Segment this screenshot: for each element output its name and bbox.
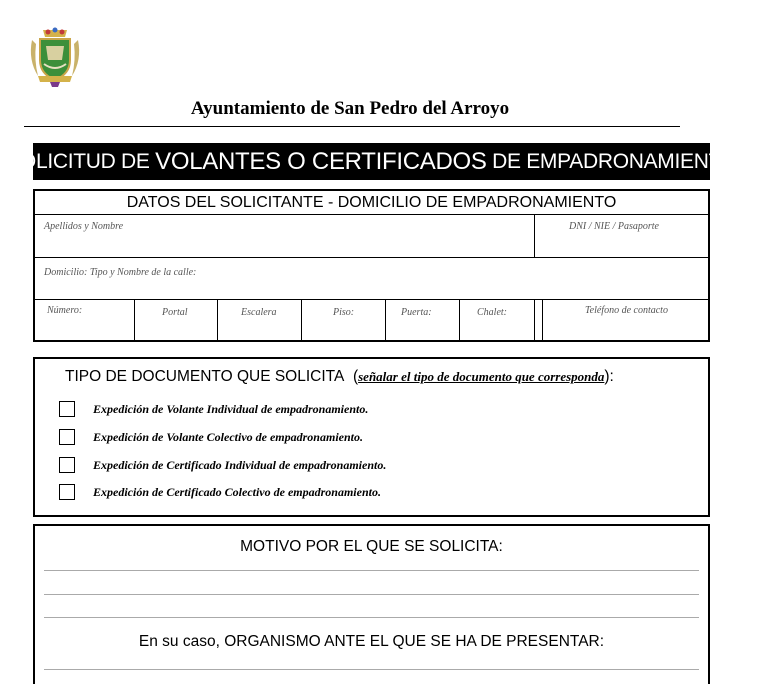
divider <box>459 299 460 342</box>
checkbox[interactable] <box>59 401 75 417</box>
chalet-field[interactable]: Chalet: <box>477 307 507 318</box>
numero-field[interactable]: Número: <box>47 305 83 316</box>
reason-title: MOTIVO POR EL QUE SE SOLICITA: <box>240 538 503 555</box>
header-divider <box>24 126 680 127</box>
divider <box>35 257 708 258</box>
applicant-section-title: DATOS DEL SOLICITANTE - DOMICILIO DE EMPADRONAMIENTO <box>126 194 617 211</box>
divider <box>534 214 535 257</box>
form-title-banner <box>6 143 737 180</box>
piso-field[interactable]: Piso: <box>333 307 355 318</box>
checkbox[interactable] <box>59 457 75 473</box>
divider <box>542 299 543 342</box>
divider <box>534 299 535 342</box>
puerta-field[interactable]: Puerta: <box>401 307 432 318</box>
checkbox[interactable] <box>59 484 75 500</box>
address-field[interactable]: Domicilio: Tipo y Nombre de la calle: <box>44 267 197 278</box>
organization-name: Ayuntamiento de San Pedro del Arroyo <box>190 98 510 119</box>
divider <box>385 299 386 342</box>
portal-field[interactable]: Portal <box>162 307 188 318</box>
banner-text-2: VOLANTES O CERTIFICADOS <box>155 147 487 175</box>
option-label: Expedición de Volante Colectivo de empadronamiento. <box>93 429 363 444</box>
writing-line[interactable] <box>44 669 699 670</box>
writing-line[interactable] <box>44 594 699 595</box>
document-type-section <box>33 357 710 517</box>
option-label: Expedición de Certificado Individual de empadronamiento. <box>93 457 387 472</box>
applicant-section <box>33 189 710 342</box>
writing-line[interactable] <box>44 570 699 571</box>
banner-text-1: SOLICITUD DE <box>6 149 150 173</box>
coat-of-arms-logo <box>26 26 84 88</box>
option-certificado-colectivo[interactable] <box>59 483 381 501</box>
divider <box>35 214 708 215</box>
divider <box>35 299 708 300</box>
option-label: Expedición de Volante Individual de empadronamiento. <box>93 401 369 416</box>
organism-title: En su caso, ORGANISMO ANTE EL QUE SE HA DE PRESENTAR: <box>138 633 605 650</box>
reason-section <box>33 524 710 684</box>
option-label: Expedición de Certificado Colectivo de empadronamiento. <box>93 484 381 499</box>
option-volante-individual[interactable] <box>59 400 368 418</box>
divider <box>217 299 218 342</box>
name-field[interactable]: Apellidos y Nombre <box>44 221 124 232</box>
option-volante-colectivo[interactable] <box>59 428 363 446</box>
escalera-field[interactable]: Escalera <box>241 307 277 318</box>
writing-line[interactable] <box>44 617 699 618</box>
id-field[interactable]: DNI / NIE / Pasaporte <box>569 221 659 232</box>
option-certificado-individual[interactable] <box>59 456 386 474</box>
document-type-title: TIPO DE DOCUMENTO QUE SOLICITA (señalar el tipo de documento que corresponda): <box>65 368 614 385</box>
banner-text-3: DE EMPADRONAMIENTO <box>492 149 737 173</box>
checkbox[interactable] <box>59 429 75 445</box>
document-type-heading: TIPO DE DOCUMENTO QUE SOLICITA <box>65 368 345 385</box>
document-type-note: señalar el tipo de documento que corresponda <box>358 369 605 384</box>
divider <box>301 299 302 342</box>
divider <box>134 299 135 342</box>
phone-field[interactable]: Teléfono de contacto <box>585 305 668 316</box>
